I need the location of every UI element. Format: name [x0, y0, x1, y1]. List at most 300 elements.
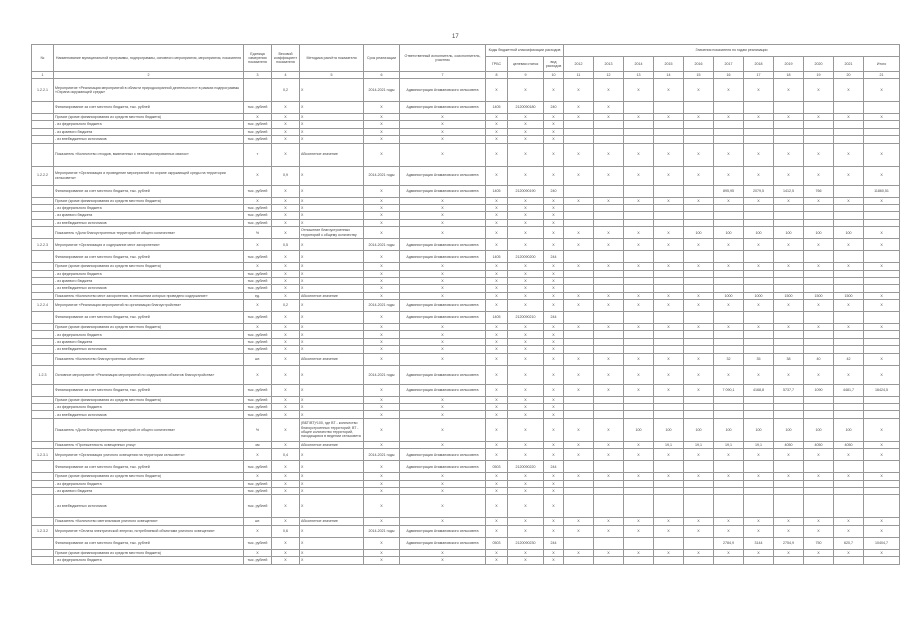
year-value-cell: X	[744, 143, 774, 166]
vid-cell: X	[544, 441, 564, 448]
period-cell: X	[364, 219, 400, 226]
year-value-cell: X	[834, 525, 864, 537]
year-value-cell: 3144	[744, 537, 774, 549]
year-value-cell	[564, 396, 594, 403]
row-name-cell: Финансирование за счет местного бюджета, тыс. рублей	[54, 384, 244, 396]
year-value-cell: 4050	[834, 441, 864, 448]
year-value-cell: X	[774, 549, 804, 556]
year-value-cell: X	[654, 353, 684, 365]
column-number: 17	[744, 72, 774, 79]
year-value-cell: 100	[834, 227, 864, 239]
row-name-cell: - из краевого бюджета	[54, 277, 244, 284]
year-value-cell: X	[714, 300, 744, 312]
row-number-cell	[32, 212, 54, 219]
method-cell: X	[300, 277, 364, 284]
total-cell: X	[864, 441, 900, 448]
column-number: 18	[774, 72, 804, 79]
year-value-cell	[684, 277, 714, 284]
year-value-cell	[624, 411, 654, 418]
year-value-cell: 100	[624, 418, 654, 441]
row-number-cell	[32, 312, 54, 324]
row-name-cell: Финансирование за счет местного бюджета, тыс. рублей	[54, 461, 244, 473]
row-number-cell	[32, 143, 54, 166]
year-value-cell	[714, 495, 744, 518]
grbs-cell: X	[486, 487, 508, 494]
period-cell: X	[364, 227, 400, 239]
table-row	[32, 549, 900, 556]
row-number-cell	[32, 338, 54, 345]
unit-cell: ед.	[244, 292, 272, 299]
year-value-cell: X	[714, 239, 744, 251]
unit-cell: X	[244, 365, 272, 384]
year-value-cell	[624, 557, 654, 564]
year-value-cell	[564, 495, 594, 518]
table-row	[32, 418, 900, 441]
year-value-cell	[564, 136, 594, 143]
table-row	[32, 525, 900, 537]
year-value-cell: X	[684, 292, 714, 299]
year-value-cell	[654, 346, 684, 353]
unit-cell: X	[244, 549, 272, 556]
method-cell: X	[300, 166, 364, 185]
year-value-cell	[564, 338, 594, 345]
year-value-cell	[594, 136, 624, 143]
year-value-cell: X	[684, 549, 714, 556]
weight-cell: 0,6	[272, 525, 300, 537]
vid-cell: X	[544, 487, 564, 494]
total-cell	[864, 136, 900, 143]
method-cell: X	[300, 128, 364, 135]
total-cell: X	[864, 227, 900, 239]
col-year: 2012	[564, 57, 594, 72]
row-name-cell: - из федерального бюджета	[54, 204, 244, 211]
year-value-cell	[774, 404, 804, 411]
year-value-cell: X	[804, 114, 834, 121]
year-value-cell	[774, 338, 804, 345]
row-number-cell	[32, 251, 54, 263]
grbs-cell: X	[486, 128, 508, 135]
method-cell: (ВБТ/ВТ)*100, где ВТ - количество благоустроенных территорий; ВТ - общее количество территорий, находящихся в ведении сельсовета	[300, 418, 364, 441]
year-value-cell	[834, 495, 864, 518]
unit-cell: тыс. рублей	[244, 537, 272, 549]
target-cell: X	[508, 212, 544, 219]
year-value-cell: 19,1	[684, 441, 714, 448]
unit-cell: X	[244, 197, 272, 204]
year-value-cell: X	[594, 353, 624, 365]
method-cell: X	[300, 79, 364, 102]
method-cell: Отношение благоустроенных территорий к общему количеству	[300, 227, 364, 239]
executor-cell: X	[400, 441, 486, 448]
weight-cell: X	[272, 277, 300, 284]
executor-cell: Администрация Атамановского сельсовета	[400, 384, 486, 396]
row-number-cell	[32, 331, 54, 338]
year-value-cell	[714, 487, 744, 494]
year-value-cell	[804, 346, 834, 353]
unit-cell: тыс. рублей	[244, 557, 272, 564]
year-value-cell	[714, 270, 744, 277]
row-number-cell	[32, 353, 54, 365]
table-row	[32, 324, 900, 331]
year-value-cell: X	[654, 473, 684, 480]
year-value-cell: 1500	[834, 292, 864, 299]
grbs-cell: X	[486, 518, 508, 525]
target-cell: X	[508, 219, 544, 226]
year-value-cell	[834, 396, 864, 403]
method-cell: X	[300, 197, 364, 204]
year-value-cell	[684, 495, 714, 518]
vid-cell: X	[544, 270, 564, 277]
table-row	[32, 277, 900, 284]
vid-cell: 244	[544, 312, 564, 324]
column-number: 5	[300, 72, 364, 79]
method-cell: X	[300, 285, 364, 292]
row-name-cell: Финансирование за счет местного бюджета, тыс. рублей	[54, 537, 244, 549]
total-cell: X	[864, 324, 900, 331]
year-value-cell	[834, 270, 864, 277]
year-value-cell	[594, 346, 624, 353]
year-value-cell	[594, 411, 624, 418]
year-value-cell: X	[564, 102, 594, 114]
executor-cell: X	[400, 353, 486, 365]
target-cell: X	[508, 411, 544, 418]
row-name-cell: Прочие (кроме финансирования из средств местного бюджета)	[54, 263, 244, 270]
year-value-cell: X	[654, 166, 684, 185]
period-cell: 2014-2021 годы	[364, 365, 400, 384]
year-value-cell	[624, 312, 654, 324]
row-name-cell: - из федерального бюджета	[54, 121, 244, 128]
year-value-cell	[684, 251, 714, 263]
unit-cell: X	[244, 239, 272, 251]
year-value-cell	[594, 121, 624, 128]
vid-cell: X	[544, 449, 564, 461]
target-cell: X	[508, 404, 544, 411]
vid-cell: X	[544, 143, 564, 166]
year-value-cell	[774, 251, 804, 263]
row-number-cell	[32, 418, 54, 441]
year-value-cell	[684, 212, 714, 219]
column-number: 19	[804, 72, 834, 79]
year-value-cell	[594, 204, 624, 211]
grbs-cell: X	[486, 114, 508, 121]
year-value-cell	[804, 219, 834, 226]
target-cell: X	[508, 525, 544, 537]
total-cell: X	[864, 143, 900, 166]
year-value-cell	[684, 346, 714, 353]
executor-cell: X	[400, 495, 486, 518]
table-row	[32, 404, 900, 411]
weight-cell: X	[272, 292, 300, 299]
year-value-cell	[744, 396, 774, 403]
year-value-cell: 4050	[774, 441, 804, 448]
weight-cell: X	[272, 251, 300, 263]
year-value-cell	[774, 219, 804, 226]
vid-cell: X	[544, 166, 564, 185]
year-value-cell: 1000	[744, 292, 774, 299]
grbs-cell: X	[486, 331, 508, 338]
unit-cell: шт.	[244, 518, 272, 525]
weight-cell: X	[272, 411, 300, 418]
weight-cell: X	[272, 121, 300, 128]
target-cell: X	[508, 300, 544, 312]
year-value-cell: X	[624, 79, 654, 102]
year-value-cell: X	[564, 365, 594, 384]
year-value-cell	[744, 277, 774, 284]
grbs-cell: X	[486, 384, 508, 396]
method-cell: X	[300, 495, 364, 518]
year-value-cell: X	[684, 525, 714, 537]
grbs-cell: X	[486, 449, 508, 461]
vid-cell: X	[544, 292, 564, 299]
method-cell: X	[300, 411, 364, 418]
method-cell: X	[300, 331, 364, 338]
year-value-cell	[774, 285, 804, 292]
row-name-cell: Показатель «Количество мест захоронения, в отношении которых проведено содержание»	[54, 292, 244, 299]
year-value-cell	[624, 404, 654, 411]
period-cell: 2014-2021 годы	[364, 79, 400, 102]
vid-cell: 240	[544, 185, 564, 197]
period-cell: X	[364, 285, 400, 292]
year-value-cell: X	[564, 263, 594, 270]
year-value-cell: X	[804, 300, 834, 312]
year-value-cell: X	[654, 263, 684, 270]
column-number: 11	[564, 72, 594, 79]
unit-cell: тыс. рублей	[244, 102, 272, 114]
year-value-cell: X	[624, 365, 654, 384]
table-row	[32, 212, 900, 219]
year-value-cell: X	[774, 518, 804, 525]
column-number: 6	[364, 72, 400, 79]
year-value-cell: 4050	[804, 441, 834, 448]
year-value-cell	[834, 404, 864, 411]
period-cell: X	[364, 411, 400, 418]
target-cell: 2120090180	[508, 102, 544, 114]
executor-cell: Администрация Атамановского сельсовета	[400, 251, 486, 263]
executor-cell: X	[400, 277, 486, 284]
vid-cell: X	[544, 404, 564, 411]
executor-cell: X	[400, 136, 486, 143]
weight-cell: X	[272, 480, 300, 487]
period-cell: 2014-2021 годы	[364, 300, 400, 312]
column-number-row	[32, 72, 900, 79]
grbs-cell: X	[486, 346, 508, 353]
year-value-cell: X	[564, 114, 594, 121]
year-value-cell	[624, 338, 654, 345]
year-value-cell	[654, 537, 684, 549]
year-value-cell: X	[804, 263, 834, 270]
row-number-cell	[32, 411, 54, 418]
year-value-cell: 2784,9	[714, 537, 744, 549]
year-value-cell	[744, 102, 774, 114]
year-value-cell: X	[564, 441, 594, 448]
executor-cell: X	[400, 487, 486, 494]
year-value-cell	[804, 136, 834, 143]
year-value-cell	[774, 557, 804, 564]
row-number-cell	[32, 404, 54, 411]
method-cell: Абсолютное значение	[300, 143, 364, 166]
year-value-cell: X	[744, 114, 774, 121]
year-value-cell	[624, 219, 654, 226]
row-name-cell: Показатель «Доля благоустроенных территорий от общего количества»	[54, 227, 244, 239]
total-cell	[864, 331, 900, 338]
column-number: 1	[32, 72, 54, 79]
column-number: 13	[624, 72, 654, 79]
target-cell: X	[508, 441, 544, 448]
year-value-cell	[624, 331, 654, 338]
year-value-cell	[834, 128, 864, 135]
target-cell: X	[508, 204, 544, 211]
year-value-cell	[714, 346, 744, 353]
table-row	[32, 185, 900, 197]
target-cell: X	[508, 557, 544, 564]
vid-cell: X	[544, 338, 564, 345]
year-value-cell: X	[594, 473, 624, 480]
year-value-cell: 100	[804, 418, 834, 441]
row-number-cell	[32, 292, 54, 299]
grbs-cell: X	[486, 404, 508, 411]
year-value-cell: X	[714, 449, 744, 461]
year-value-cell	[744, 495, 774, 518]
year-value-cell: X	[684, 263, 714, 270]
vid-cell: X	[544, 128, 564, 135]
vid-cell: X	[544, 557, 564, 564]
year-value-cell: X	[744, 263, 774, 270]
row-name-cell: - из внебюджетных источников	[54, 219, 244, 226]
col-year: 2015	[654, 57, 684, 72]
year-value-cell	[684, 270, 714, 277]
col-year: 2017	[714, 57, 744, 72]
weight-cell: X	[272, 212, 300, 219]
year-value-cell: X	[654, 525, 684, 537]
year-value-cell: X	[684, 518, 714, 525]
table-row	[32, 384, 900, 396]
row-name-cell: Основное мероприятие «Реализация мероприятий по содержанию объектов благоустройства»	[54, 365, 244, 384]
grbs-cell: X	[486, 143, 508, 166]
year-value-cell	[804, 121, 834, 128]
col-weight: Весовой коэффициент показателя	[272, 45, 300, 72]
year-value-cell: X	[654, 365, 684, 384]
method-cell: X	[300, 102, 364, 114]
year-value-cell	[774, 312, 804, 324]
period-cell: X	[364, 353, 400, 365]
column-number: 7	[400, 72, 486, 79]
column-number: 20	[834, 72, 864, 79]
year-value-cell	[744, 212, 774, 219]
year-value-cell: X	[594, 197, 624, 204]
target-cell: X	[508, 449, 544, 461]
total-cell: X	[864, 365, 900, 384]
year-value-cell	[714, 277, 744, 284]
year-value-cell	[564, 487, 594, 494]
total-cell	[864, 396, 900, 403]
year-value-cell	[714, 102, 744, 114]
total-cell	[864, 219, 900, 226]
year-value-cell	[744, 338, 774, 345]
period-cell: 2014-2021 годы	[364, 166, 400, 185]
year-value-cell: X	[774, 449, 804, 461]
year-value-cell	[744, 312, 774, 324]
vid-cell: 240	[544, 102, 564, 114]
year-value-cell: X	[654, 114, 684, 121]
year-value-cell	[594, 404, 624, 411]
vid-cell: X	[544, 239, 564, 251]
executor-cell: X	[400, 263, 486, 270]
year-value-cell: 895,95	[714, 185, 744, 197]
unit-cell: X	[244, 324, 272, 331]
year-value-cell: X	[684, 114, 714, 121]
program-table	[31, 44, 900, 565]
row-name-cell: Прочие (кроме финансирования из средств местного бюджета)	[54, 549, 244, 556]
table-row	[32, 121, 900, 128]
year-value-cell	[564, 346, 594, 353]
grbs-cell: 1405	[486, 251, 508, 263]
vid-cell: X	[544, 480, 564, 487]
year-value-cell	[834, 136, 864, 143]
row-name-cell: - из федерального бюджета	[54, 480, 244, 487]
year-value-cell	[564, 537, 594, 549]
weight-cell: X	[272, 461, 300, 473]
method-cell: X	[300, 365, 364, 384]
year-value-cell: X	[804, 525, 834, 537]
executor-cell: X	[400, 549, 486, 556]
year-value-cell	[714, 461, 744, 473]
col-values-group: Значения показателя по годам реализации	[564, 45, 900, 57]
year-value-cell	[714, 219, 744, 226]
year-value-cell: X	[654, 518, 684, 525]
table-row	[32, 102, 900, 114]
year-value-cell	[564, 270, 594, 277]
grbs-cell: X	[486, 411, 508, 418]
year-value-cell	[594, 537, 624, 549]
unit-cell: тыс. рублей	[244, 185, 272, 197]
year-value-cell	[834, 338, 864, 345]
year-value-cell	[774, 121, 804, 128]
row-name-cell: Прочие (кроме финансирования из средств местного бюджета)	[54, 114, 244, 121]
year-value-cell	[744, 461, 774, 473]
year-value-cell: X	[834, 300, 864, 312]
period-cell: X	[364, 251, 400, 263]
column-number: 21	[864, 72, 900, 79]
method-cell: X	[300, 473, 364, 480]
grbs-cell: X	[486, 365, 508, 384]
year-value-cell: X	[744, 239, 774, 251]
row-name-cell: - из внебюджетных источников	[54, 285, 244, 292]
year-value-cell: X	[654, 384, 684, 396]
year-value-cell: 1500	[804, 292, 834, 299]
total-cell: X	[864, 292, 900, 299]
executor-cell: Администрация Атамановского сельсовета	[400, 102, 486, 114]
method-cell: X	[300, 346, 364, 353]
year-value-cell: X	[744, 197, 774, 204]
year-value-cell	[804, 411, 834, 418]
year-value-cell: X	[564, 324, 594, 331]
target-cell: X	[508, 270, 544, 277]
year-value-cell	[774, 277, 804, 284]
grbs-cell: X	[486, 263, 508, 270]
target-cell: X	[508, 136, 544, 143]
row-name-cell: Показатель «Количество благоустроенных объектов»	[54, 353, 244, 365]
year-value-cell	[744, 346, 774, 353]
year-value-cell	[684, 396, 714, 403]
total-cell	[864, 557, 900, 564]
weight-cell: 0,4	[272, 449, 300, 461]
executor-cell: X	[400, 518, 486, 525]
year-value-cell	[684, 185, 714, 197]
row-name-cell: Прочие (кроме финансирования из средств местного бюджета)	[54, 396, 244, 403]
row-number-cell: 1.2.3.1	[32, 449, 54, 461]
year-value-cell	[654, 219, 684, 226]
period-cell: X	[364, 292, 400, 299]
unit-cell: тыс. рублей	[244, 219, 272, 226]
